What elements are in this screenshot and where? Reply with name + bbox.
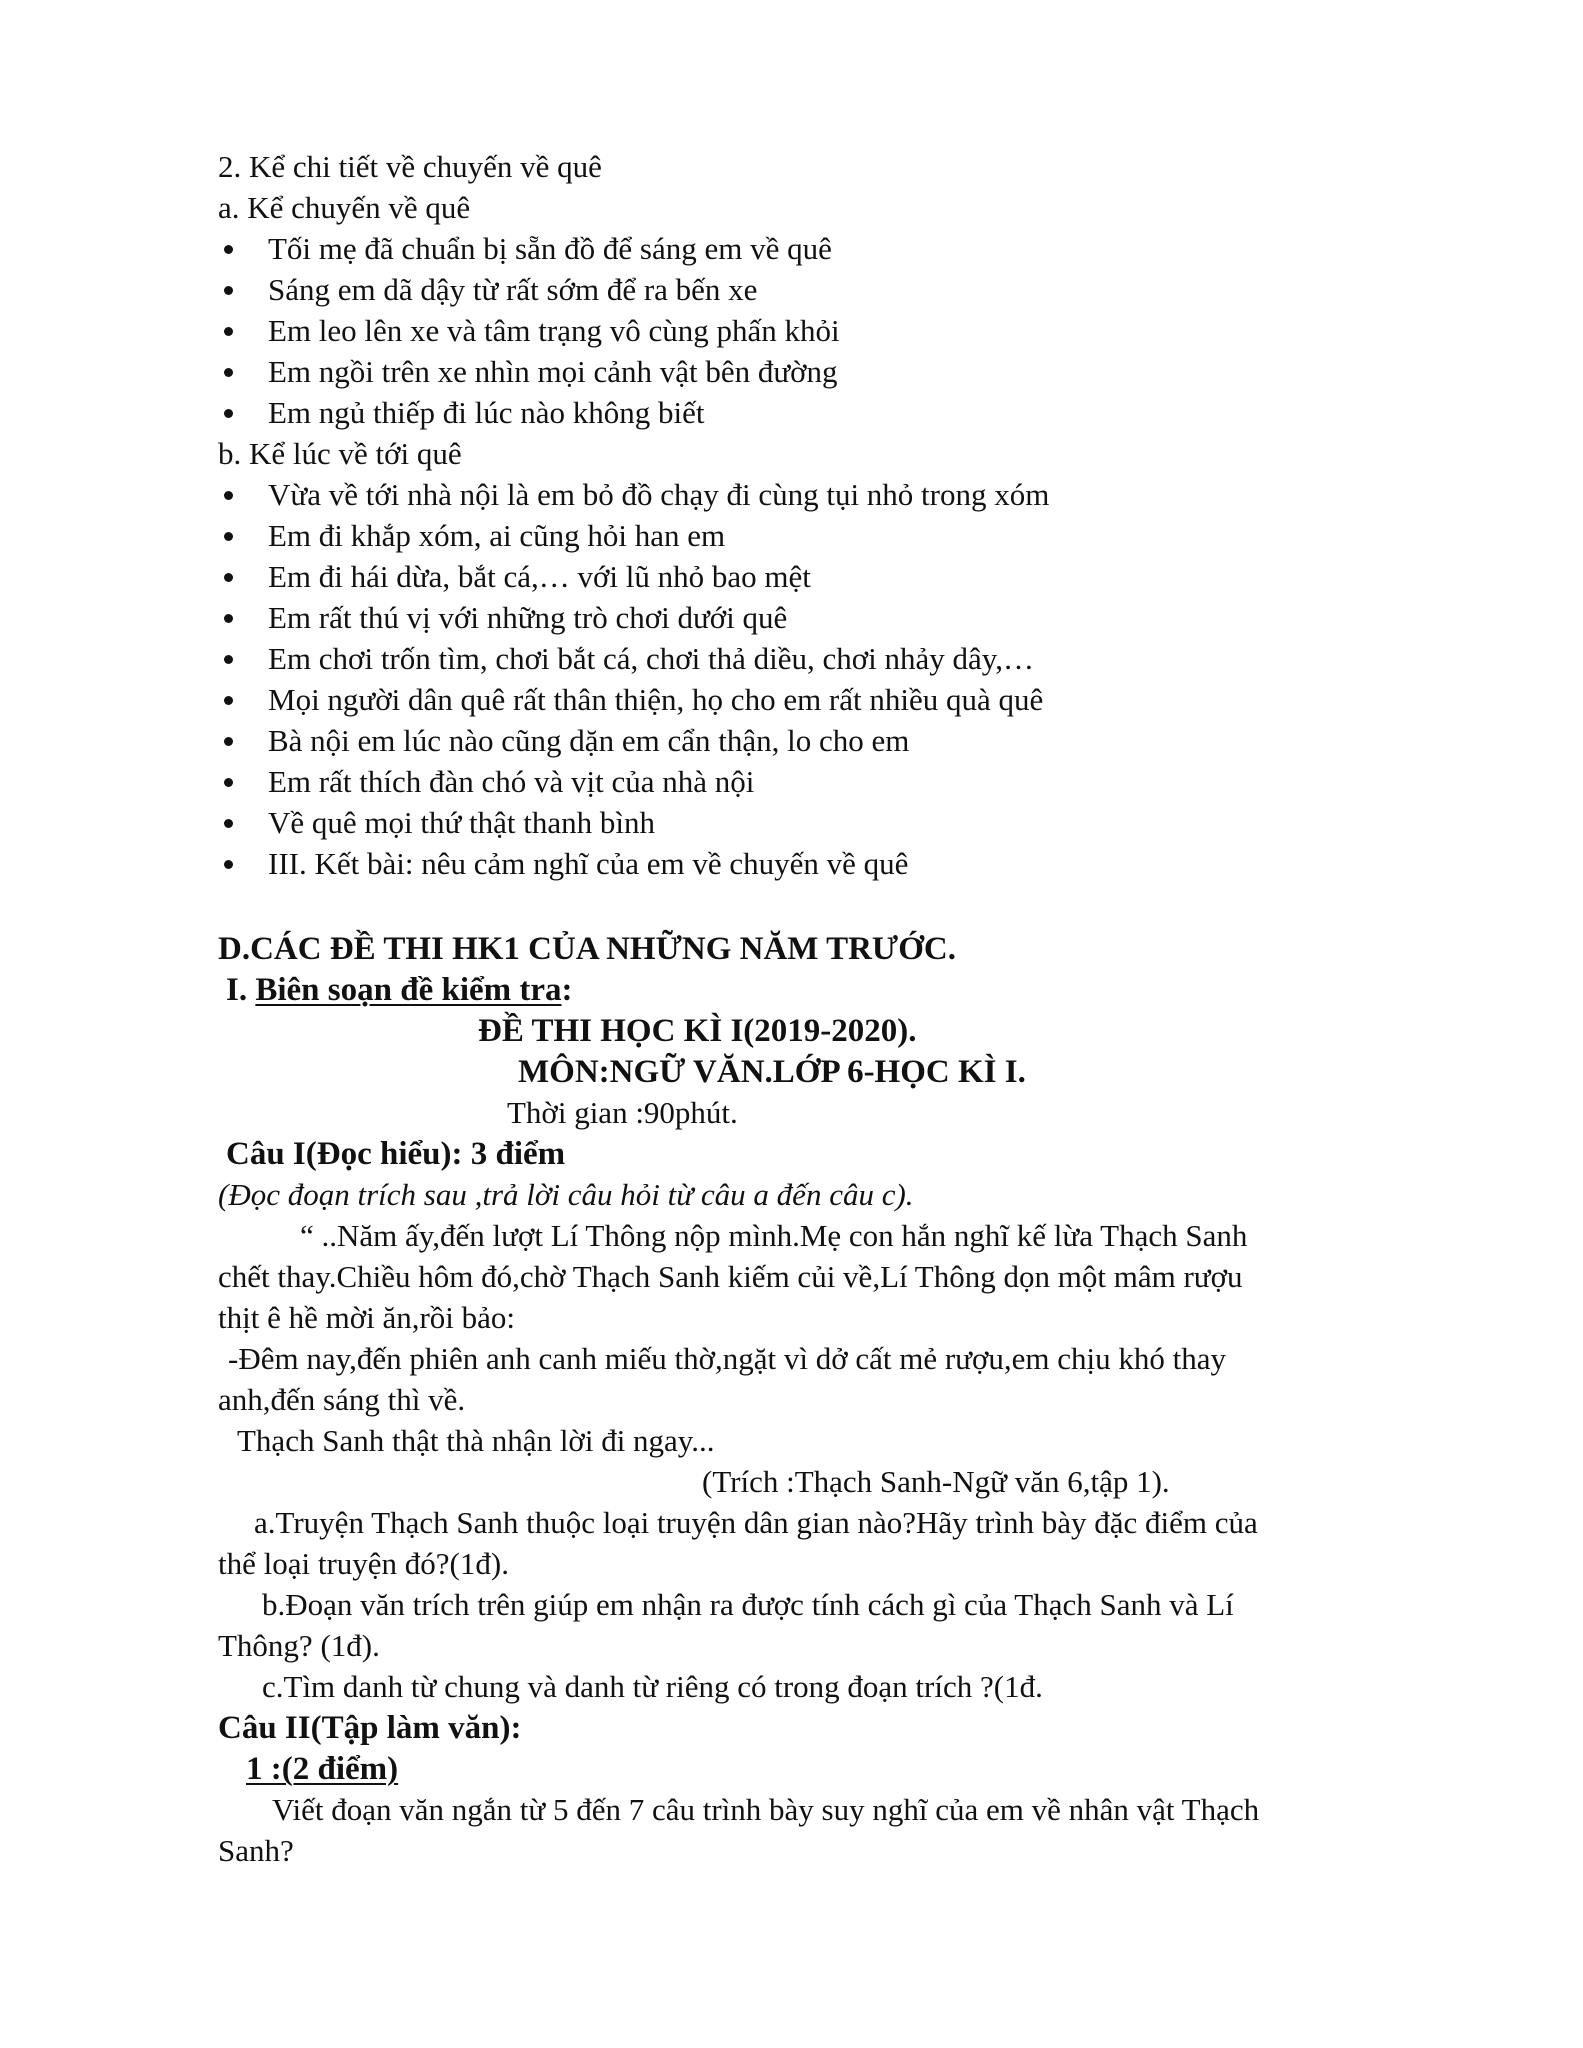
bullet-icon <box>224 860 233 869</box>
list-item: Vừa về tới nhà nội là em bỏ đồ chạy đi cùng tụi nhỏ trong xóm <box>268 477 1050 512</box>
exam-subject: MÔN:NGỮ VĂN.LỚP 6-HỌC KÌ I. <box>518 1054 1026 1090</box>
bullet-icon <box>224 286 233 295</box>
passage-line: -Đêm nay,đến phiên anh canh miếu thờ,ngặt vì dở cất mẻ rượu,em chịu khó thay <box>228 1341 1226 1376</box>
bullet-icon <box>224 245 233 254</box>
list-item: Em ngủ thiếp đi lúc nào không biết <box>268 395 705 430</box>
bullet-icon <box>224 614 233 623</box>
subsection-suffix: : <box>561 972 573 1008</box>
subsection-prefix: I. <box>226 972 256 1008</box>
list-item: Em ngồi trên xe nhìn mọi cảnh vật bên đường <box>268 354 838 389</box>
section-title: 2. Kể chi tiết về chuyến về quê <box>218 149 602 184</box>
list-item: Mọi người dân quê rất thân thiện, họ cho em rất nhiều quà quê <box>268 682 1044 717</box>
bullet-icon <box>224 532 233 541</box>
list-item: III. Kết bài: nêu cảm nghĩ của em về chuyến về quê <box>268 846 909 881</box>
section-d-title: D.CÁC ĐỀ THI HK1 CỦA NHỮNG NĂM TRƯỚC. <box>218 931 956 967</box>
subsection-title-b: b. Kể lúc về tới quê <box>218 436 462 471</box>
list-item: Em đi khắp xóm, ai cũng hỏi han em <box>268 518 726 553</box>
list-item: Em đi hái dừa, bắt cá,… với lũ nhỏ bao mệt <box>268 559 811 594</box>
bullet-icon <box>224 491 233 500</box>
list-item: Em leo lên xe và tâm trạng vô cùng phấn khỏi <box>268 313 840 348</box>
list-item: Bà nội em lúc nào cũng dặn em cẩn thận, lo cho em <box>268 723 910 758</box>
bullet-icon <box>224 696 233 705</box>
bullet-icon <box>224 778 233 787</box>
subsection-underlined: Biên soạn đề kiểm tra <box>255 972 562 1008</box>
passage-source: (Trích :Thạch Sanh-Ngữ văn 6,tập 1). <box>702 1464 1170 1499</box>
bullet-icon <box>224 737 233 746</box>
question-2-title: Câu II(Tập làm văn): <box>218 1710 522 1746</box>
subsection-heading <box>226 970 573 1010</box>
bullet-icon <box>224 409 233 418</box>
list-item: Về quê mọi thứ thật thanh bình <box>268 805 656 840</box>
question-line: Thông? (1đ). <box>218 1628 380 1663</box>
passage-line: Thạch Sanh thật thà nhận lời đi ngay... <box>237 1423 715 1458</box>
question-line: thể loại truyện đó?(1đ). <box>218 1546 509 1581</box>
passage-line: anh,đến sáng thì về. <box>218 1382 466 1417</box>
question-1-title: Câu I(Đọc hiểu): 3 điểm <box>226 1136 566 1172</box>
bullet-icon <box>224 368 233 377</box>
list-item: Sáng em dã dậy từ rất sớm để ra bến xe <box>268 272 758 307</box>
passage-line: “ ..Năm ấy,đến lượt Lí Thông nộp mình.Mẹ con hắn nghĩ kế lừa Thạch Sanh <box>300 1218 1248 1253</box>
question-2-part-1-title: 1 :(2 điểm) <box>246 1751 399 1787</box>
question-line: a.Truyện Thạch Sanh thuộc loại truyện dân gian nào?Hãy trình bày đặc điểm của <box>254 1505 1258 1540</box>
subsection-title-a: a. Kể chuyến về quê <box>218 190 471 225</box>
question-1-instruction: (Đọc đoạn trích sau ,trả lời câu hỏi từ câu a đến câu c). <box>218 1177 914 1212</box>
question-2-text-line: Sanh? <box>218 1833 294 1868</box>
question-2-text-line: Viết đoạn văn ngắn từ 5 đến 7 câu trình bày suy nghĩ của em về nhân vật Thạch <box>272 1792 1260 1827</box>
passage-line: thịt ê hề mời ăn,rồi bảo: <box>218 1300 516 1335</box>
bullet-icon <box>224 573 233 582</box>
question-line: b.Đoạn văn trích trên giúp em nhận ra được tính cách gì của Thạch Sanh và Lí <box>262 1587 1234 1622</box>
list-item: Em chơi trốn tìm, chơi bắt cá, chơi thả diều, chơi nhảy dây,… <box>268 641 1035 676</box>
bullet-icon <box>224 819 233 828</box>
bullet-icon <box>224 655 233 664</box>
question-line: c.Tìm danh từ chung và danh từ riêng có trong đoạn trích ?(1đ. <box>262 1669 1043 1704</box>
exam-title: ĐỀ THI HỌC KÌ I(2019-2020). <box>478 1013 917 1049</box>
bullet-icon <box>224 327 233 336</box>
list-item: Em rất thích đàn chó và vịt của nhà nội <box>268 764 755 799</box>
list-item: Em rất thú vị với những trò chơi dưới quê <box>268 600 788 635</box>
list-item: Tối mẹ đã chuẩn bị sẵn đồ để sáng em về quê <box>268 231 832 266</box>
passage-line: chết thay.Chiều hôm đó,chờ Thạch Sanh kiếm củi về,Lí Thông dọn một mâm rượu <box>218 1259 1243 1294</box>
exam-time: Thời gian :90phút. <box>507 1095 738 1130</box>
